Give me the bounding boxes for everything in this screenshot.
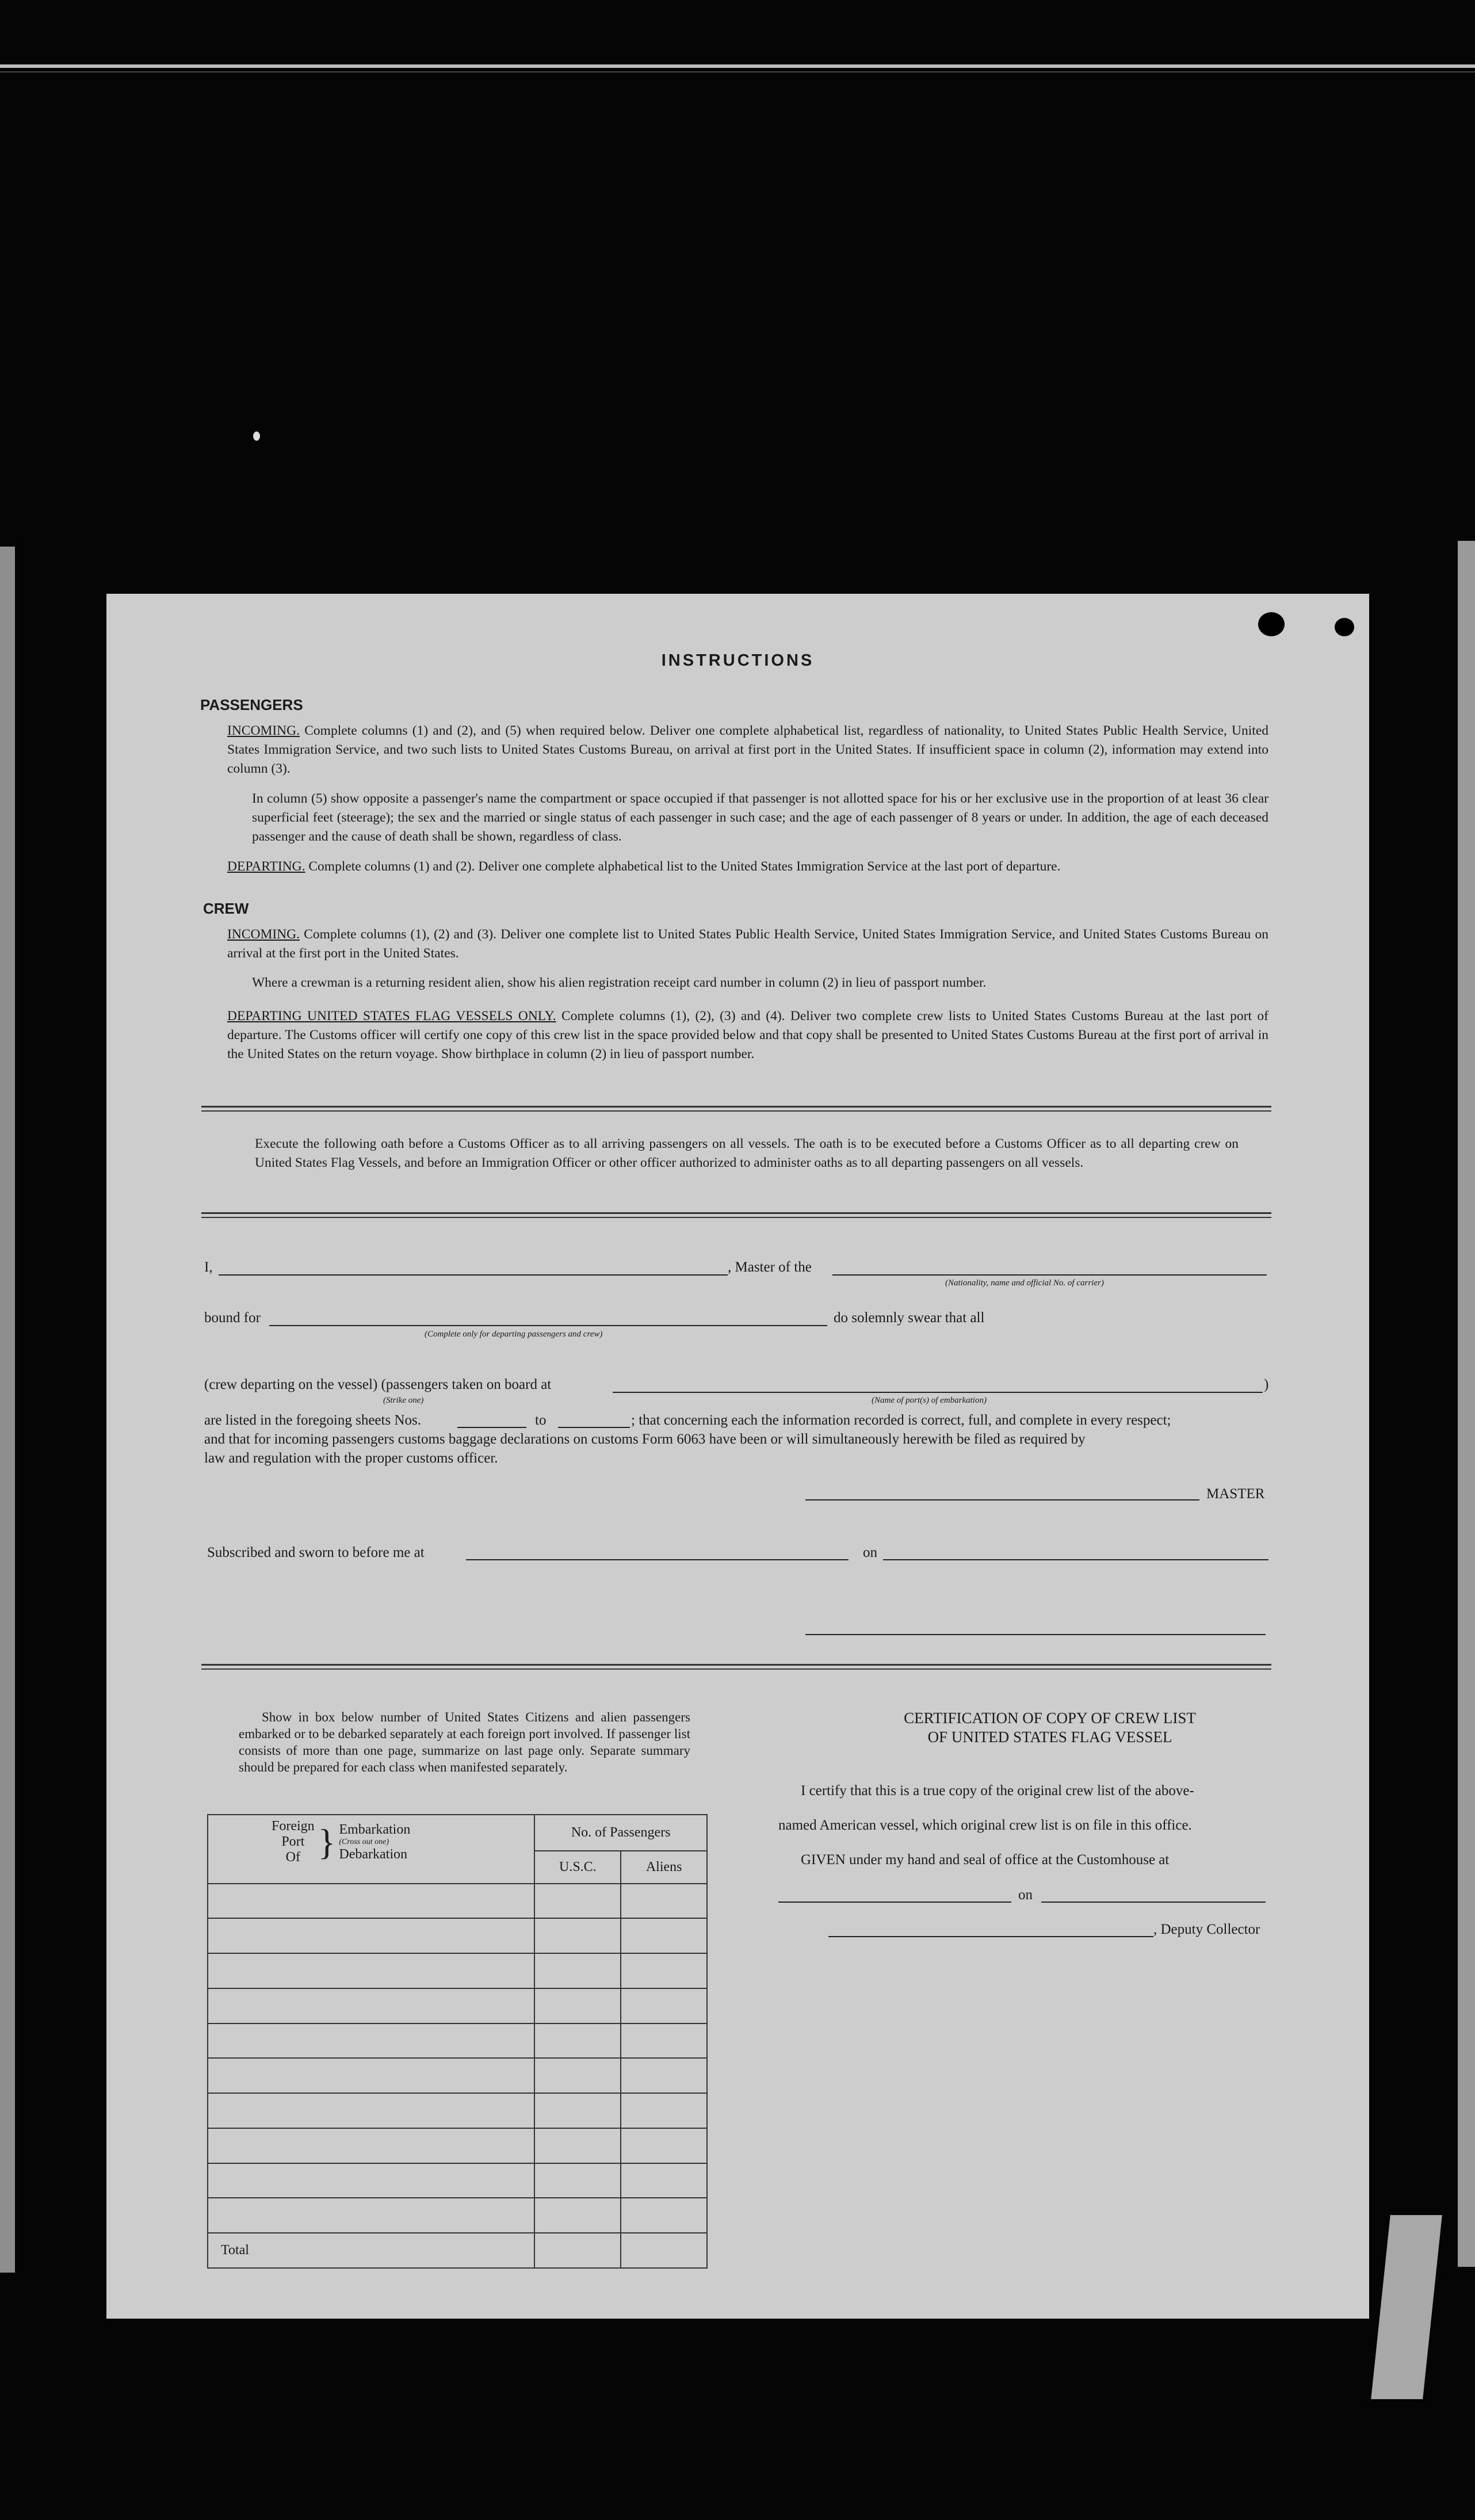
passengers-heading: PASSENGERS	[200, 696, 303, 713]
crew-heading: CREW	[203, 900, 249, 917]
listed-text-a: are listed in the foregoing sheets Nos.	[204, 1412, 421, 1428]
subscribed-label: Subscribed and sworn to before me at	[207, 1545, 425, 1560]
subscribed-date-field[interactable]	[883, 1559, 1268, 1560]
port-cell[interactable]	[208, 1884, 534, 1919]
port-header-cell	[208, 1815, 534, 1884]
summary-note: Show in box below number of United States Citizens and alien passengers embarked or to be debarked separately at each foreign port involved. If passenger list consists of more than one page, summarize on last page only. Separate summary should be prepared for each class when manifested separately.	[239, 1710, 690, 1774]
certification-title	[843, 1709, 1257, 1747]
aliens-cell[interactable]	[621, 2128, 707, 2163]
master-label: MASTER	[1206, 1486, 1265, 1502]
port-cell[interactable]	[208, 2023, 534, 2059]
crew-resident-paragraph: Where a crewman is a returning resident alien, show his alien registration receipt card number in column (2) in lieu of passport number.	[252, 975, 987, 990]
certification-line1: I certify that this is a true copy of the original crew list of the above-	[801, 1783, 1194, 1799]
certification-title-line1: CERTIFICATION OF COPY OF CREW LIST	[904, 1709, 1196, 1727]
subscribed-at-field[interactable]	[466, 1559, 849, 1560]
usc-cell[interactable]	[534, 1953, 621, 1988]
usc-cell[interactable]	[534, 2023, 621, 2059]
oath-i-label: I,	[204, 1259, 213, 1275]
brace-glyph: }	[318, 1821, 336, 1862]
carrier-field[interactable]	[832, 1274, 1267, 1276]
aliens-cell[interactable]	[621, 1953, 707, 1988]
aliens-cell[interactable]	[621, 1918, 707, 1953]
aliens-cell[interactable]	[621, 2163, 707, 2198]
embarkation-label: Embarkation	[339, 1822, 411, 1837]
port-cell[interactable]	[208, 2198, 534, 2233]
passengers-incoming-text: Complete columns (1) and (2), and (5) when required below. Deliver one complete alphabetical list, regardless of nationality, to United States Public Health Service, United States Immigration Service, and two such lists to United States Customs Bureau, on arrival at first port in the United States. If insufficient space in column (2), information may extend into column (3).	[227, 723, 1269, 776]
no-passengers-header: No. of Passengers	[534, 1815, 707, 1851]
of-label: Of	[285, 1850, 300, 1865]
strike-one-hint: (Strike one)	[383, 1396, 424, 1405]
microfilm-top-line	[0, 64, 1475, 68]
adjacent-page-edge-right	[1458, 541, 1475, 2267]
port-cell[interactable]	[208, 1918, 534, 1953]
passengers-departing-paragraph	[227, 857, 1268, 876]
certification-date-field[interactable]	[1041, 1902, 1266, 1903]
aliens-header: Aliens	[621, 1851, 707, 1884]
port-cell[interactable]	[208, 1953, 534, 1988]
certification-line3: GIVEN under my hand and seal of office at the Customhouse at	[801, 1852, 1170, 1868]
bound-for-field[interactable]	[269, 1325, 827, 1326]
usc-cell[interactable]	[534, 1918, 621, 1953]
customhouse-field[interactable]	[778, 1902, 1011, 1903]
port-cell[interactable]	[208, 2093, 534, 2128]
crew-departing-text: (crew departing on the vessel) (passengers taken on board at	[204, 1377, 552, 1392]
foreign-label: Foreign	[272, 1819, 315, 1834]
cross-out-hint: (Cross out one)	[339, 1837, 389, 1846]
subscribed-on-label: on	[863, 1545, 877, 1560]
crew-departing-text: Complete columns (1), (2), (3) and (4). Deliver two complete crew lists to United States Customs Bureau at the last port of departure. The Customs officer will certify one copy of this crew list in the space provided below and that copy shall be presented to United States Customs Bureau at the first port of arrival in the United States on the return voyage. Show birthplace in column (2) in lieu of passport number.	[227, 1009, 1268, 1062]
section-divider	[201, 1106, 1271, 1112]
aliens-cell[interactable]	[621, 1884, 707, 1919]
port-label: Port	[281, 1834, 305, 1849]
passengers-incoming-lead: INCOMING.	[227, 723, 300, 738]
usc-cell[interactable]	[534, 1884, 621, 1919]
master-of-the-label: , Master of the	[728, 1259, 812, 1275]
port-cell[interactable]	[208, 2163, 534, 2198]
aliens-cell[interactable]	[621, 2058, 707, 2093]
crew-incoming-lead: INCOMING.	[227, 927, 300, 942]
deputy-signature-field[interactable]	[828, 1936, 1153, 1937]
oath-instructions: Execute the following oath before a Customs Officer as to all arriving passengers on all vessels. The oath is to be executed before a Customs Officer as to all departing crew on United States Flag Vessels, and before an Immigration Officer or other officer authorized to administer oaths as to all departing passengers on all vessels.	[255, 1136, 1239, 1170]
aliens-cell[interactable]	[621, 2093, 707, 2128]
section-divider	[201, 1212, 1271, 1218]
listed-text-c: and that for incoming passengers customs baggage declarations on customs Form 6063 have been or will simultaneously herewith be filed as required by	[204, 1431, 1086, 1447]
passengers-column5-paragraph: In column (5) show opposite a passenger's name the compartment or space occupied if that passenger is not allotted space for his or her exclusive use in the proportion of at least 36 clear superficial feet (steerage); the sex and the married or single status of each passenger in such case; and the age of each passenger of 8 years or under. In addition, the age of each deceased passenger and the cause of death shall be shown, regardless of class.	[252, 791, 1268, 844]
port-cell[interactable]	[208, 2128, 534, 2163]
usc-total-cell[interactable]	[534, 2233, 621, 2268]
crew-incoming-paragraph	[227, 925, 1268, 963]
usc-cell[interactable]	[534, 2163, 621, 2198]
film-speck	[253, 432, 260, 441]
listed-text-d: law and regulation with the proper customs officer.	[204, 1450, 498, 1466]
bound-for-hint: (Complete only for departing passengers and crew)	[425, 1330, 603, 1339]
port-cell[interactable]	[208, 1988, 534, 2023]
listed-text-b: ; that concerning each the information recorded is correct, full, and complete in every respect;	[631, 1412, 1171, 1428]
listed-to-label: to	[535, 1412, 547, 1428]
usc-header: U.S.C.	[534, 1851, 621, 1884]
microfilm-top-line-shadow	[0, 71, 1475, 72]
aliens-cell[interactable]	[621, 2023, 707, 2059]
page-title: INSTRUCTIONS	[661, 651, 815, 670]
aliens-total-cell[interactable]	[621, 2233, 707, 2268]
certification-line2: named American vessel, which original crew list is on file in this office.	[778, 1818, 1192, 1833]
officer-signature-field[interactable]	[805, 1634, 1266, 1635]
swear-text: do solemnly swear that all	[834, 1310, 985, 1326]
crew-departing-paragraph	[227, 1007, 1268, 1064]
deputy-collector-label: , Deputy Collector	[1153, 1922, 1260, 1937]
certification-on-label: on	[1018, 1887, 1033, 1903]
passengers-incoming-paragraph	[227, 721, 1268, 778]
master-signature-field[interactable]	[805, 1499, 1199, 1500]
adjacent-page-corner	[1371, 2215, 1442, 2399]
section-divider	[201, 1664, 1271, 1670]
document-page	[106, 594, 1369, 2319]
aliens-cell[interactable]	[621, 1988, 707, 2023]
usc-cell[interactable]	[534, 2058, 621, 2093]
port-cell[interactable]	[208, 2058, 534, 2093]
sheet-to-field[interactable]	[558, 1427, 630, 1428]
sheet-from-field[interactable]	[457, 1427, 526, 1428]
passengers-departing-text: Complete columns (1) and (2). Deliver one complete alphabetical list to the United States Immigration Service at the last port of departure.	[308, 859, 1061, 874]
embarkation-port-field[interactable]	[613, 1392, 1263, 1393]
usc-cell[interactable]	[534, 1988, 621, 2023]
punch-hole	[1335, 618, 1354, 636]
punch-hole	[1258, 612, 1285, 636]
usc-cell[interactable]	[534, 2198, 621, 2233]
debarkation-label: Debarkation	[339, 1846, 408, 1862]
adjacent-page-edge-left	[0, 547, 15, 2273]
port-hint: (Name of port(s) of embarkation)	[872, 1396, 987, 1405]
passengers-departing-lead: DEPARTING.	[227, 859, 305, 874]
passenger-summary-table	[207, 1814, 708, 2269]
certification-title-line2: OF UNITED STATES FLAG VESSEL	[927, 1728, 1172, 1746]
usc-cell[interactable]	[534, 2093, 621, 2128]
crew-incoming-text: Complete columns (1), (2) and (3). Deliver one complete list to United States Public Health Service, United States Immigration Service, and United States Customs Bureau on arrival at the first port in the United States.	[227, 927, 1268, 961]
usc-cell[interactable]	[534, 2128, 621, 2163]
carrier-hint: (Nationality, name and official No. of carrier)	[945, 1278, 1104, 1288]
aliens-cell[interactable]	[621, 2198, 707, 2233]
total-label: Total	[208, 2233, 534, 2268]
master-name-field[interactable]	[219, 1274, 728, 1276]
crew-departing-lead: DEPARTING UNITED STATES FLAG VESSELS ONLY.	[227, 1009, 556, 1024]
close-paren: )	[1264, 1377, 1269, 1392]
bound-for-label: bound for	[204, 1310, 261, 1326]
